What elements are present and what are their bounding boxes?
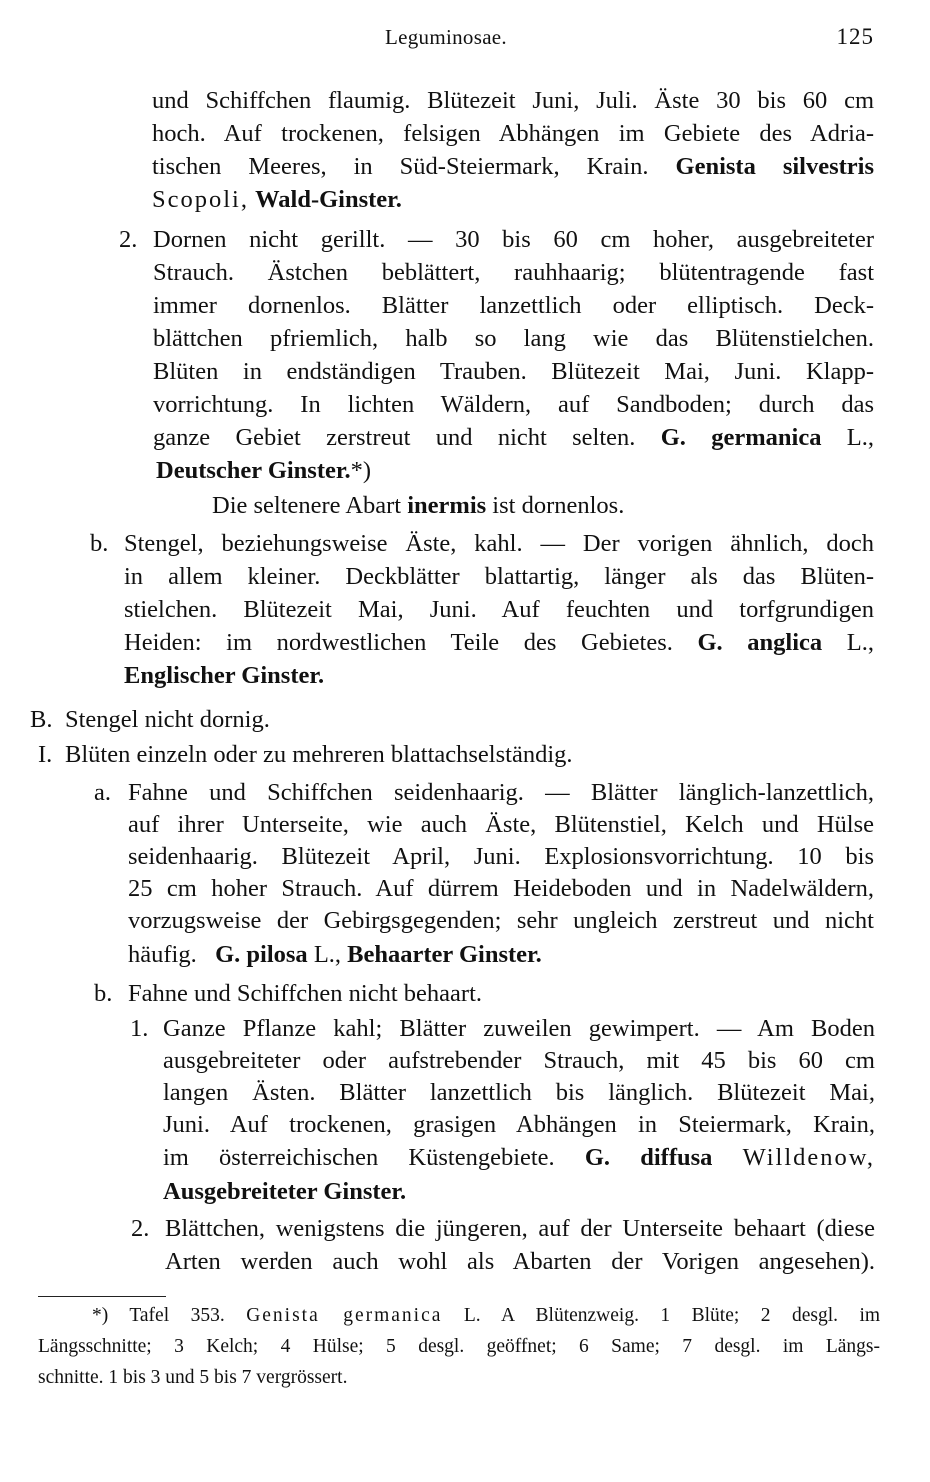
- footnote-line: *) Tafel 353. Genista germanica L. A Blütenzweig. 1 Blüte; 2 desgl. im: [92, 1305, 881, 1326]
- author-name: Willdenow,: [742, 1144, 876, 1171]
- species-name: G. pilosa: [215, 941, 308, 968]
- text-line: blättchen pfriemlich, halb so lang wie das Blütenstielchen.: [153, 325, 874, 352]
- text-line: ganze Gebiet zerstreut und nicht selten. G. germanica L.,: [153, 424, 875, 451]
- entry-label: 1.: [130, 1015, 149, 1042]
- species-name: G. diffusa: [584, 1144, 713, 1171]
- common-name: Ausgebreiteter Ginster.: [163, 1178, 407, 1205]
- text-line: [152, 183, 402, 216]
- footnote-marker: *): [350, 457, 372, 484]
- footnote-line: Längsschnitte; 3 Kelch; 4 Hülse; 5 desgl. geöffnet; 6 Same; 7 desgl. im Längs-: [38, 1336, 880, 1357]
- text-line: stielchen. Blütezeit Mai, Juni. Auf feuchten und torfgrundigen: [124, 596, 874, 623]
- text-line: Ganze Pflanze kahl; Blätter zuweilen gewimpert. — Am Boden: [163, 1015, 875, 1042]
- text-line: Juni. Auf trockenen, grasigen Abhängen in Steiermark, Krain,: [163, 1111, 875, 1138]
- variety-note: Die seltenere Abart inermis ist dornenlos.: [212, 492, 625, 519]
- text-line: [124, 659, 324, 692]
- text-line: Arten werden auch wohl als Abarten der Vorigen angesehen).: [165, 1248, 875, 1275]
- species-name: G. germanica: [660, 424, 822, 451]
- species-name: G. anglica: [697, 629, 823, 656]
- common-name: Englischer Ginster.: [124, 662, 325, 689]
- entry-label: B.: [30, 706, 53, 733]
- text-line: Blüten in endständigen Trauben. Blütezeit Mai, Juni. Klapp-: [153, 358, 874, 385]
- text-line: [156, 454, 371, 487]
- text-line: seidenhaarig. Blütezeit April, Juni. Explosionsvorrichtung. 10 bis: [128, 843, 874, 870]
- text-line: 25 cm hoher Strauch. Auf dürrem Heideboden und in Nadelwäldern,: [128, 875, 874, 902]
- text-line: Stengel nicht dornig.: [65, 706, 270, 733]
- text-line: immer dornenlos. Blätter lanzettlich oder elliptisch. Deck-: [153, 292, 874, 319]
- entry-label: 2.: [119, 226, 138, 253]
- common-name: Deutscher Ginster.: [156, 457, 351, 484]
- variety-name: inermis: [407, 492, 487, 519]
- species-name: Genista silvestris: [675, 153, 875, 180]
- text-line: in allem kleiner. Deckblätter blattartig, länger als das Blüten-: [124, 563, 874, 590]
- entry-label: b.: [94, 980, 113, 1007]
- text-line: tischen Meeres, in Süd-Steiermark, Krain. Genista silvestris: [152, 153, 875, 180]
- entry-label: I.: [38, 741, 53, 768]
- text-line: vorzugsweise der Gebirgsgegenden; sehr ungleich zerstreut und nicht: [128, 907, 874, 934]
- text-line: und Schiffchen flaumig. Blütezeit Juni, Juli. Äste 30 bis 60 cm: [152, 87, 874, 114]
- entry-label: a.: [94, 779, 111, 806]
- text-line: Blüten einzeln oder zu mehreren blattachselständig.: [65, 741, 573, 768]
- page-number: 125: [836, 24, 874, 49]
- entry-label: 2.: [131, 1215, 150, 1242]
- common-name: Wald-Ginster.: [255, 186, 402, 213]
- text-line: Dornen nicht gerillt. — 30 bis 60 cm hoher, ausgebreiteter: [153, 226, 874, 253]
- text-line: langen Ästen. Blätter lanzettlich bis länglich. Blütezeit Mai,: [163, 1079, 875, 1106]
- text-line: häufig. G. pilosa L., Behaarter Ginster.: [128, 941, 542, 968]
- text-line: vorrichtung. In lichten Wäldern, auf Sandboden; durch das: [153, 391, 874, 418]
- author-name: Scopoli,: [152, 186, 249, 213]
- text-line: ausgebreiteter oder aufstrebender Strauch, mit 45 bis 60 cm: [163, 1047, 875, 1074]
- species-name: Genista germanica: [246, 1305, 443, 1326]
- text-line: hoch. Auf trockenen, felsigen Abhängen im Gebiete des Adria-: [152, 120, 874, 147]
- text-line: im österreichischen Küstengebiete. G. diffusa Willdenow,: [163, 1144, 876, 1171]
- entry-label: b.: [90, 530, 109, 557]
- text-line: [163, 1175, 406, 1208]
- text-line: Fahne und Schiffchen nicht behaart.: [128, 980, 483, 1007]
- text-line: Blättchen, wenigstens die jüngeren, auf der Unterseite behaart (diese: [165, 1215, 875, 1242]
- footnote-line: schnitte. 1 bis 3 und 5 bis 7 vergrössert.: [38, 1367, 348, 1388]
- text-line: auf ihrer Unterseite, wie auch Äste, Blütenstiel, Kelch und Hülse: [128, 811, 874, 838]
- text-line: Heiden: im nordwestlichen Teile des Gebietes. G. anglica L.,: [124, 629, 875, 656]
- text-line: Fahne und Schiffchen seidenhaarig. — Blätter länglich-lanzettlich,: [128, 779, 874, 806]
- footnote-rule: [38, 1296, 166, 1297]
- text-line: Stengel, beziehungsweise Äste, kahl. — Der vorigen ähnlich, doch: [124, 530, 874, 557]
- running-header-title: Leguminosae.: [385, 25, 507, 49]
- text-line: Strauch. Ästchen beblättert, rauhhaarig; blütentragende fast: [153, 259, 874, 286]
- common-name: Behaarter Ginster.: [347, 941, 542, 968]
